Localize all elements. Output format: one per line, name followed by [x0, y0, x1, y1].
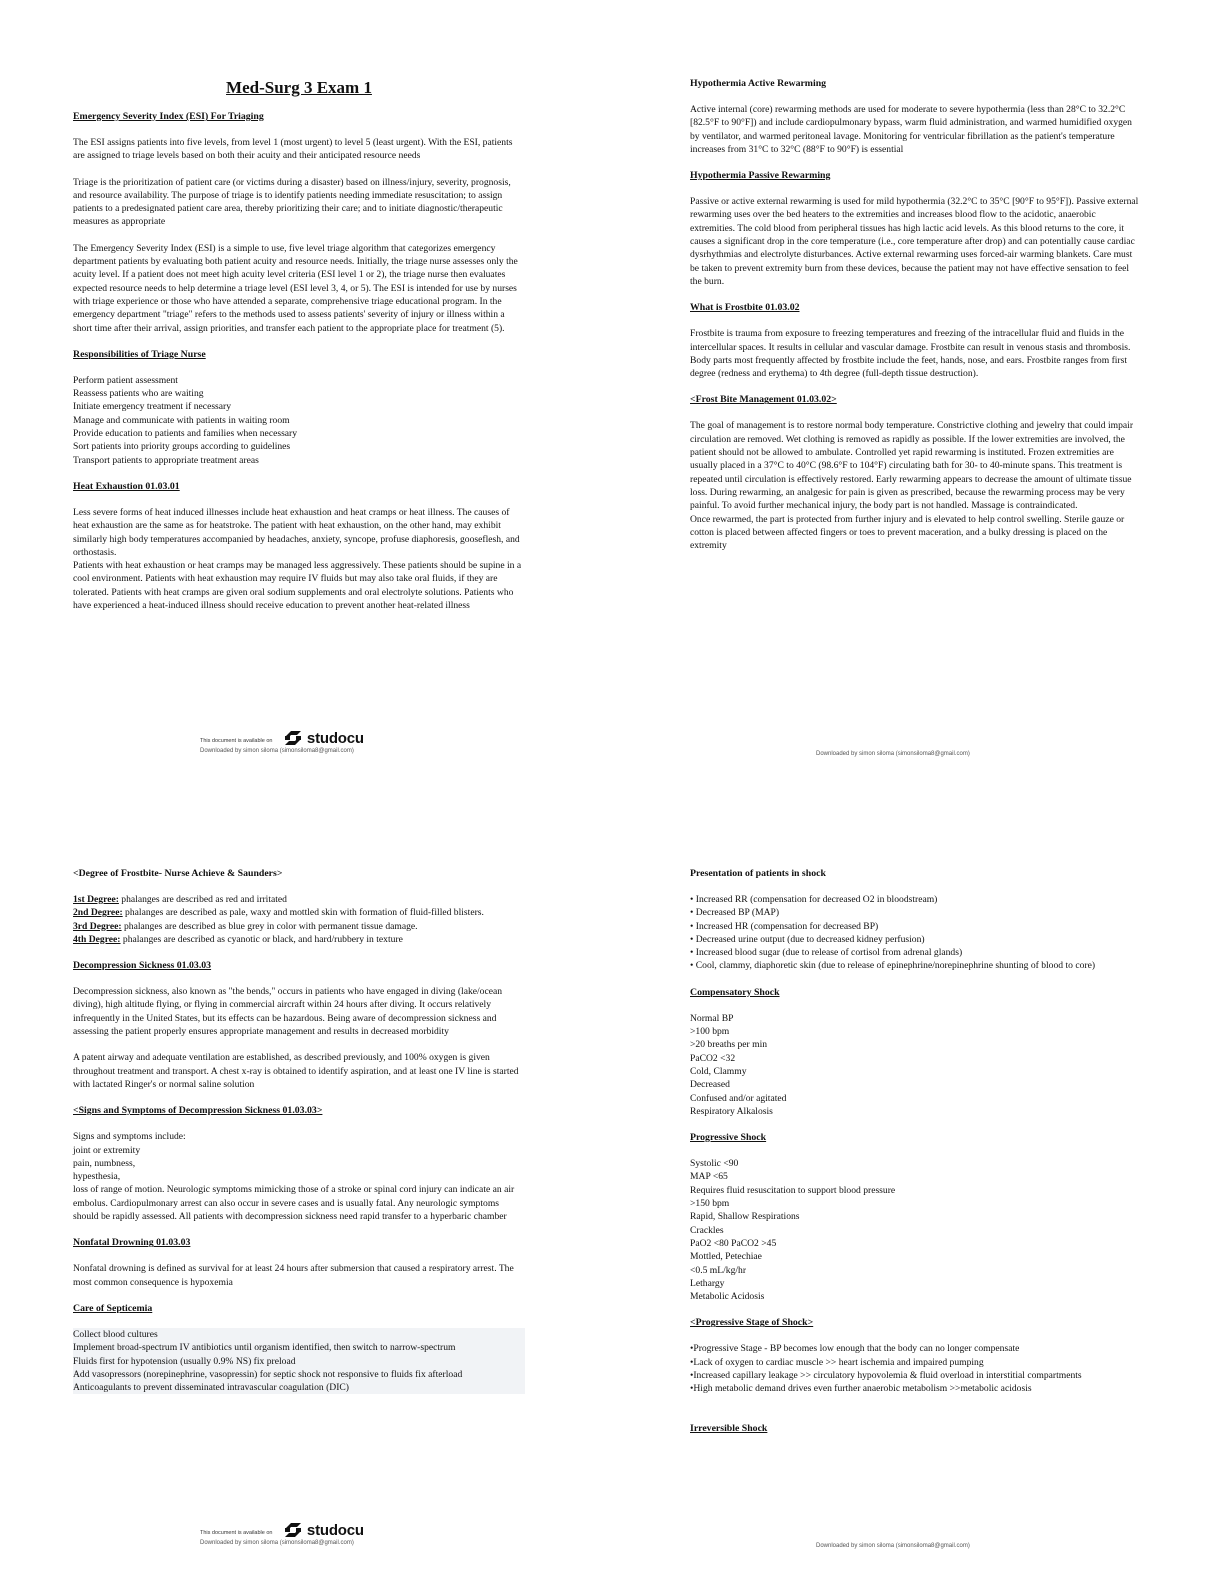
esi-paragraph-3: The Emergency Severity Index (ESI) is a simple to use, five level triage algorithm that categorizes emergency department patients by evaluating both patient acuity and resource needs. Initially, the triage nurse assesses only the acuity level. If a patient does not meet high acuity level criteria (ESI level 1 or 2), the triage nurse then evaluates expected resource needs to help determine a triage level (ESI level 3, 4, or 5). The ESI is intended for use by nurses with triage experience or those who have attended a separate, comprehensive triage educational program. In the emergency department "triage" refers to the methods used to assess patients' severity of injury or illness within a short time after their arrival, assign priorities, and transfer each patient to the appropriate place for treatment (5).	[73, 242, 518, 334]
list-item: Requires fluid resuscitation to support blood pressure	[690, 1184, 896, 1196]
degree-text: phalanges are described as red and irritated	[118, 894, 287, 905]
list-item: Transport patients to appropriate treatment areas	[73, 454, 259, 466]
triage-nurse-list	[73, 374, 525, 467]
footer-downloaded-text: Downloaded by simon siloma (simonsiloma8@gmail.com)	[816, 1543, 970, 1549]
list-item: >20 breaths per min	[690, 1039, 768, 1051]
list-item: •High metabolic demand drives even further anaerobic metabolism >>metabolic acidosis	[690, 1383, 1032, 1395]
list-item: • Increased RR (compensation for decreased O2 in bloodstream)	[690, 894, 938, 905]
page-3	[0, 792, 612, 1584]
page-2-content	[690, 77, 1142, 565]
septicemia-list	[73, 1328, 525, 1394]
footer-available-text: This document is available on	[200, 738, 273, 745]
footer-downloaded-text: Downloaded by simon siloma (simonsiloma8@gmail.com)	[200, 748, 354, 754]
list-item: Mottled, Petechiae	[690, 1251, 762, 1263]
frostbite-management-paragraph-2: Once rewarmed, the part is protected from further injury and is elevated to help control swelling. Sterile gauze or cotton is placed between affected fingers or toes to prevent maceration, and a bulky dressing is placed on the extremity	[690, 513, 1125, 552]
list-item: •Lack of oxygen to cardiac muscle >> heart ischemia and impaired pumping	[690, 1356, 984, 1368]
compensatory-shock-heading: Compensatory Shock	[690, 986, 780, 998]
progressive-stage-list	[690, 1342, 1142, 1395]
page-4	[612, 792, 1224, 1584]
active-rewarming-paragraph: Active internal (core) rewarming methods are used for moderate to severe hypothermia (less than 28°C to 32.2°C [82.5°F to 90°F]) and include cardiopulmonary bypass, warm fluid administration, and warmed humidified oxygen by ventilator, and warmed peritoneal lavage. Monitoring for ventricular fibrillation as the patient's temperature increases from 31°C to 32°C (88°F to 90°F) is essential	[690, 104, 1132, 155]
degree-label: 4th Degree:	[73, 933, 121, 945]
list-item: Respiratory Alkalosis	[690, 1105, 773, 1117]
septicemia-heading: Care of Septicemia	[73, 1302, 153, 1314]
list-item: Provide education to patients and families when necessary	[73, 428, 298, 440]
list-item: joint or extremity	[73, 1144, 141, 1156]
studocu-wordmark: studocu	[306, 729, 364, 747]
irreversible-shock-heading: Irreversible Shock	[690, 1422, 768, 1434]
list-item: • Increased blood sugar (due to release of cortisol from adrenal glands)	[690, 947, 963, 959]
list-item: Collect blood cultures	[73, 1328, 158, 1340]
progressive-shock-list	[690, 1157, 1142, 1303]
list-item: • Decreased urine output (due to decreased kidney perfusion)	[690, 933, 925, 945]
progressive-shock-heading: Progressive Shock	[690, 1132, 767, 1144]
frostbite-paragraph: Frostbite is trauma from exposure to freezing temperatures and freezing of the intracellular fluid and fluids in the intercellular spaces. It results in cellular and vascular damage. Frostbite can result in venous stasis and thrombosis. Body parts most frequently affected by frostbite include the feet, hands, nose, and ears. Frostbite ranges from first degree (redness and erythema) to 4th degree (full-depth tissue destruction).	[690, 328, 1131, 380]
document-title: Med-Surg 3 Exam 1	[226, 78, 372, 97]
page-footer	[200, 728, 500, 754]
passive-rewarming-heading: Hypothermia Passive Rewarming	[690, 170, 831, 182]
frostbite-management-paragraph-1: The goal of management is to restore normal body temperature. Constrictive clothing and jewelry that could impair circulation are removed. Wet clothing is removed as rapidly as possible. If the lower extremities are involved, the patient should not be allowed to ambulate. Controlled yet rapid rewarming is instituted. Frozen extremities are usually placed in a 37°C to 40°C (98.6°F to 104°F) circulating bath for 30- to 40-minute spans. This treatment is repeated until circulation is effectively restored. Early rewarming appears to decrease the amount of ultimate tissue loss. During rewarming, an analgesic for pain is given as prescribed, because the rewarming process may be very painful. To avoid further mechanical injury, the body part is not handled. Massage is contraindicated.	[690, 420, 1134, 512]
list-item: hypesthesia,	[73, 1171, 121, 1183]
page-3-content	[73, 867, 525, 1407]
decompression-signs-list	[73, 1130, 525, 1183]
list-item: Add vasopressors (norepinephrine, vasopressin) for septic shock not responsive to fluids fix afterload	[73, 1368, 463, 1380]
degree-text: phalanges are described as blue grey in color with permanent tissue damage.	[121, 920, 418, 932]
list-item: Lethargy	[690, 1277, 725, 1289]
list-item: Fluids first for hypotension (usually 0.9% NS) fix preload	[73, 1355, 296, 1367]
list-item: Rapid, Shallow Respirations	[690, 1211, 800, 1223]
list-item: Systolic <90	[690, 1158, 739, 1170]
degree-label: 2nd Degree:	[73, 907, 123, 919]
frostbite-degree-heading: <Degree of Frostbite- Nurse Achieve & Saunders>	[73, 868, 283, 879]
degree-text: phalanges are described as cyanotic or black, and hard/rubbery in texture	[120, 933, 403, 945]
decompression-signs-paragraph: loss of range of motion. Neurologic symptoms mimicking those of a stroke or spinal cord injury can indicate an air embolus. Cardiopulmonary arrest can also occur in severe cases and is usually fatal. Any neurologic symptoms should be rapidly assessed. All patients with decompression sickness need rapid transfer to a hyperbaric chamber	[73, 1184, 515, 1223]
list-item: • Cool, clammy, diaphoretic skin (due to release of epinephrine/norepinephrine shunting of blood to core)	[690, 960, 1096, 972]
list-item	[73, 893, 525, 906]
list-item: PaO2 <80 PaCO2 >45	[690, 1237, 777, 1249]
nonfatal-drowning-paragraph: Nonfatal drowning is defined as survival for at least 24 hours after submersion that caused a respiratory arrest. The most common consequence is hypoxemia	[73, 1263, 514, 1288]
compensatory-shock-list	[690, 1012, 1142, 1118]
passive-rewarming-paragraph: Passive or active external rewarming is used for mild hypothermia (32.2°C to 35°C [90°F to 95°F]). Passive external rewarming uses over the bed heaters to the extremities and increases blood flow to the acidotic, anaerobic extremities. The cold blood from peripheral tissues has high lactic acid levels. As this blood returns to the core, it causes a significant drop in the core temperature (i.e., core temperature after drop) and can potentially cause cardiac dysrhythmias and electrolyte disturbances. Active external rewarming uses forced-air warming blankets. Care must be taken to prevent extremity burn from these devices, because the patient may not have effective sensation to feel the burn.	[690, 196, 1139, 287]
list-item: >150 bpm	[690, 1198, 730, 1210]
progressive-stage-heading: <Progressive Stage of Shock>	[690, 1317, 814, 1329]
decompression-signs-heading: <Signs and Symptoms of Decompression Sickness 01.03.03>	[73, 1105, 323, 1117]
list-item: Cold, Clammy	[690, 1065, 747, 1077]
page-1-content	[73, 78, 525, 625]
heat-exhaustion-paragraph-1: Less severe forms of heat induced illnesses include heat exhaustion and heat cramps or heat illness. The causes of heat exhaustion are the same as for heatstroke. The patient with heat exhaustion, on the other hand, may exhibit similarly high body temperatures accompanied by headaches, anxiety, syncope, profuse diaphoresis, gooseflesh, and orthostasis.	[73, 506, 520, 558]
list-item: • Decreased BP (MAP)	[690, 907, 780, 919]
list-item: • Increased HR (compensation for decreased BP)	[690, 920, 879, 932]
degree-label: 1st Degree:	[73, 894, 119, 905]
nonfatal-drowning-heading: Nonfatal Drowning 01.03.03	[73, 1237, 191, 1249]
list-item: Manage and communicate with patients in waiting room	[73, 414, 290, 426]
list-item	[73, 906, 525, 919]
list-item	[73, 920, 525, 933]
decompression-paragraph-1: Decompression sickness, also known as "the bends," occurs in patients who have engaged in diving (lake/ocean diving), high altitude flying, or flying in commercial aircraft within 24 hours after diving. It occurs relatively infrequently in the United States, but its effects can be hazardous. Being aware of decompression sickness and assessing the patient properly ensures appropriate management and results in decreased morbidity	[73, 986, 503, 1038]
list-item: Implement broad-spectrum IV antibiotics until organism identified, then switch to narrow-spectrum	[73, 1342, 456, 1354]
page-footer	[816, 1543, 970, 1549]
studocu-logo[interactable]	[277, 1520, 364, 1540]
list-item: •Increased capillary leakage >> circulatory hypovolemia & fluid overload in interstitial compartments	[690, 1370, 1082, 1382]
list-item: Perform patient assessment	[73, 374, 178, 386]
list-item: <0.5 mL/kg/hr	[690, 1264, 747, 1276]
degree-label: 3rd Degree:	[73, 920, 122, 932]
page-footer	[816, 751, 970, 757]
heat-exhaustion-heading: Heat Exhaustion 01.03.01	[73, 480, 180, 492]
footer-downloaded-text: Downloaded by simon siloma (simonsiloma8@gmail.com)	[200, 1540, 354, 1546]
list-item: pain, numbness,	[73, 1157, 136, 1169]
frostbite-management-heading: <Frost Bite Management 01.03.02>	[690, 394, 837, 406]
list-item: Confused and/or agitated	[690, 1092, 787, 1104]
list-item: >100 bpm	[690, 1026, 730, 1038]
studocu-icon	[283, 1520, 303, 1540]
studocu-wordmark: studocu	[306, 1521, 364, 1539]
esi-heading: Emergency Severity Index (ESI) For Triaging	[73, 111, 264, 122]
list-item: Anticoagulants to prevent disseminated intravascular coagulation (DIC)	[73, 1382, 350, 1394]
list-item: Initiate emergency treatment if necessary	[73, 401, 232, 413]
page-4-content	[690, 867, 1142, 1448]
list-item: Signs and symptoms include:	[73, 1131, 186, 1143]
degree-text: phalanges are described as pale, waxy and mottled skin with formation of fluid-filled blisters.	[122, 907, 484, 919]
shock-presentation-heading: Presentation of patients in shock	[690, 868, 826, 879]
list-item: Normal BP	[690, 1012, 734, 1024]
list-item: Reassess patients who are waiting	[73, 388, 204, 400]
studocu-icon	[283, 728, 303, 748]
esi-paragraph-2: Triage is the prioritization of patient care (or victims during a disaster) based on illness/injury, severity, prognosis, and resource availability. The purpose of triage is to identify patients needing immediate resuscitation; to assign patients to a predesignated patient care area, thereby prioritizing their care; and to initiate diagnostic/therapeutic measures as appropriate	[73, 176, 511, 228]
list-item: Decreased	[690, 1079, 730, 1091]
footer-available-text: This document is available on	[200, 1530, 273, 1537]
decompression-paragraph-2: A patent airway and adequate ventilation are established, as described previously, and 100% oxygen is given throughout treatment and transport. A chest x-ray is obtained to identify aspiration, and at least one IV line is started with lactated Ringer's or normal saline solution	[73, 1052, 519, 1090]
shock-presentation-list	[690, 893, 1142, 973]
frostbite-heading: What is Frostbite 01.03.02	[690, 302, 800, 314]
list-item	[73, 933, 525, 946]
decompression-heading: Decompression Sickness 01.03.03	[73, 960, 212, 972]
frostbite-degree-list	[73, 893, 525, 946]
studocu-logo[interactable]	[277, 728, 364, 748]
triage-nurse-heading: Responsibilities of Triage Nurse	[73, 348, 206, 360]
list-item: Crackles	[690, 1224, 724, 1236]
list-item: •Progressive Stage - BP becomes low enough that the body can no longer compensate	[690, 1343, 1020, 1355]
page-footer	[200, 1520, 500, 1546]
list-item: MAP <65	[690, 1171, 728, 1183]
active-rewarming-heading: Hypothermia Active Rewarming	[690, 78, 827, 89]
heat-exhaustion-paragraph-2: Patients with heat exhaustion or heat cramps may be managed less aggressively. These patients should be supine in a cool environment. Patients with heat exhaustion may require IV fluids but may also take oral fluids, if they are tolerated. Patients with heat cramps are given oral sodium supplements and oral electrolyte solutions. Patients who have experienced a heat-induced illness should receive education to prevent another heat-related illness	[73, 560, 522, 612]
list-item: Sort patients into priority groups according to guidelines	[73, 441, 291, 453]
page-2	[612, 0, 1224, 792]
list-item: PaCO2 <32	[690, 1052, 736, 1064]
list-item: Metabolic Acidosis	[690, 1291, 765, 1303]
footer-downloaded-text: Downloaded by simon siloma (simonsiloma8@gmail.com)	[816, 751, 970, 757]
esi-paragraph-1: The ESI assigns patients into five levels, from level 1 (most urgent) to level 5 (least urgent). With the ESI, patients are assigned to triage levels based on both their acuity and their anticipated resource needs	[73, 137, 513, 162]
page-1	[0, 0, 612, 792]
